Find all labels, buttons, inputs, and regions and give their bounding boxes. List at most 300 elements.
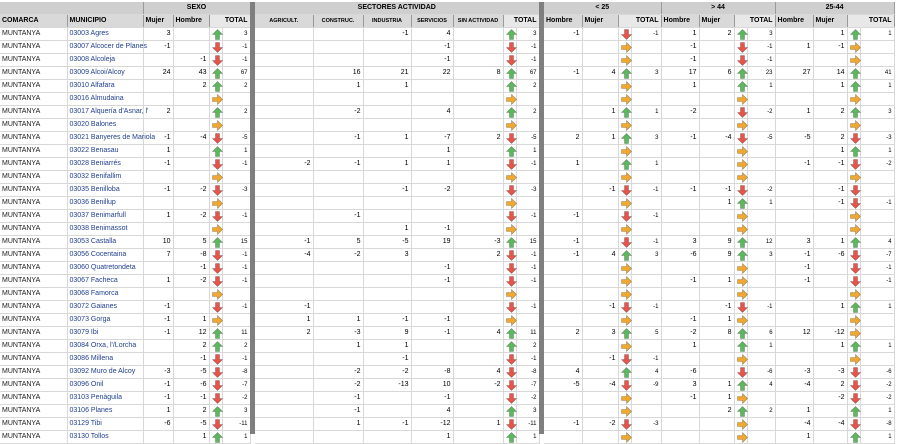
lt25-mujer-cell[interactable] [582, 275, 618, 288]
total-cell[interactable]: 2 [516, 106, 539, 119]
lt25-mujer-cell[interactable]: -1 [582, 184, 618, 197]
sin-actividad-cell[interactable] [453, 223, 503, 236]
municipio-cell[interactable]: 03067 Facheca [67, 275, 143, 288]
sin-actividad-cell[interactable] [453, 262, 503, 275]
construc-cell[interactable]: -2 [313, 366, 363, 379]
gt44-hombre-cell[interactable] [661, 158, 699, 171]
comarca-cell[interactable]: MUNTANYA [0, 327, 67, 340]
total-cell[interactable]: 3 [516, 405, 539, 418]
lt25-hombre-cell[interactable] [544, 93, 582, 106]
gt44-total-cell[interactable] [747, 223, 775, 236]
25-44-hombre-cell[interactable]: -1 [775, 275, 813, 288]
industria-cell[interactable]: -5 [363, 236, 411, 249]
mujer-cell[interactable] [143, 80, 173, 93]
gt44-mujer-cell[interactable]: 2 [699, 28, 734, 41]
municipio-cell[interactable]: 03060 Quatretondeta [67, 262, 143, 275]
municipio-cell[interactable]: 03073 Gorga [67, 314, 143, 327]
servicios-cell[interactable] [411, 353, 453, 366]
header-hombre[interactable]: Hombre [661, 15, 699, 28]
sin-actividad-cell[interactable] [453, 431, 503, 444]
servicios-cell[interactable] [411, 288, 453, 301]
construc-cell[interactable]: -2 [313, 249, 363, 262]
25-44-total-cell[interactable] [860, 119, 894, 132]
mujer-cell[interactable]: -1 [143, 379, 173, 392]
mujer-cell[interactable]: 1 [143, 275, 173, 288]
header-hombre[interactable]: Hombre [775, 15, 813, 28]
25-44-mujer-cell[interactable] [813, 314, 847, 327]
gt44-mujer-cell[interactable]: 1 [699, 314, 734, 327]
gt44-hombre-cell[interactable] [661, 418, 699, 431]
construc-cell[interactable] [313, 171, 363, 184]
gt44-hombre-cell[interactable]: -1 [661, 41, 699, 54]
construc-cell[interactable]: 1 [313, 314, 363, 327]
header-mujer[interactable]: Mujer [143, 15, 173, 28]
industria-cell[interactable]: 1 [363, 80, 411, 93]
lt25-hombre-cell[interactable]: -5 [544, 379, 582, 392]
construc-cell[interactable] [313, 184, 363, 197]
total-cell[interactable] [222, 314, 250, 327]
gt44-total-cell[interactable]: -2 [747, 184, 775, 197]
header-total[interactable]: TOTAL [734, 15, 775, 28]
construc-cell[interactable] [313, 431, 363, 444]
servicios-cell[interactable]: 1 [411, 431, 453, 444]
industria-cell[interactable] [363, 197, 411, 210]
25-44-total-cell[interactable]: -3 [860, 132, 894, 145]
servicios-cell[interactable]: 1 [411, 145, 453, 158]
gt44-hombre-cell[interactable]: 1 [661, 28, 699, 41]
lt25-total-cell[interactable]: 3 [631, 67, 661, 80]
agricult-cell[interactable]: -2 [255, 158, 313, 171]
gt44-mujer-cell[interactable] [699, 262, 734, 275]
servicios-cell[interactable] [411, 119, 453, 132]
25-44-mujer-cell[interactable]: -1 [813, 184, 847, 197]
servicios-cell[interactable]: -1 [411, 392, 453, 405]
25-44-total-cell[interactable]: -1 [860, 197, 894, 210]
lt25-total-cell[interactable] [631, 275, 661, 288]
gt44-total-cell[interactable]: -1 [747, 41, 775, 54]
lt25-total-cell[interactable] [631, 392, 661, 405]
gt44-mujer-cell[interactable]: 9 [699, 236, 734, 249]
industria-cell[interactable] [363, 301, 411, 314]
lt25-hombre-cell[interactable] [544, 431, 582, 444]
gt44-hombre-cell[interactable] [661, 223, 699, 236]
sin-actividad-cell[interactable] [453, 158, 503, 171]
comarca-cell[interactable]: MUNTANYA [0, 340, 67, 353]
gt44-mujer-cell[interactable]: 8 [699, 327, 734, 340]
construc-cell[interactable] [313, 119, 363, 132]
construc-cell[interactable]: 16 [313, 67, 363, 80]
lt25-mujer-cell[interactable] [582, 93, 618, 106]
hombre-cell[interactable] [173, 223, 209, 236]
mujer-cell[interactable]: 1 [143, 145, 173, 158]
lt25-hombre-cell[interactable] [544, 301, 582, 314]
lt25-hombre-cell[interactable] [544, 41, 582, 54]
agricult-cell[interactable] [255, 262, 313, 275]
lt25-mujer-cell[interactable] [582, 158, 618, 171]
mujer-cell[interactable]: -6 [143, 418, 173, 431]
comarca-cell[interactable]: MUNTANYA [0, 379, 67, 392]
lt25-mujer-cell[interactable] [582, 288, 618, 301]
gt44-hombre-cell[interactable]: -1 [661, 275, 699, 288]
comarca-cell[interactable]: MUNTANYA [0, 41, 67, 54]
25-44-hombre-cell[interactable]: 12 [775, 327, 813, 340]
gt44-mujer-cell[interactable] [699, 80, 734, 93]
servicios-cell[interactable]: 4 [411, 106, 453, 119]
gt44-mujer-cell[interactable] [699, 288, 734, 301]
hombre-cell[interactable]: 1 [173, 431, 209, 444]
gt44-total-cell[interactable] [747, 288, 775, 301]
header-agricult[interactable]: AGRICULT. [255, 15, 313, 28]
lt25-mujer-cell[interactable] [582, 236, 618, 249]
lt25-hombre-cell[interactable]: -1 [544, 28, 582, 41]
gt44-hombre-cell[interactable]: -1 [661, 54, 699, 67]
total-cell[interactable] [516, 119, 539, 132]
sin-actividad-cell[interactable]: 1 [453, 418, 503, 431]
comarca-cell[interactable]: MUNTANYA [0, 158, 67, 171]
lt25-total-cell[interactable]: 1 [631, 106, 661, 119]
agricult-cell[interactable] [255, 80, 313, 93]
sin-actividad-cell[interactable] [453, 28, 503, 41]
agricult-cell[interactable] [255, 288, 313, 301]
mujer-cell[interactable] [143, 262, 173, 275]
municipio-cell[interactable]: 03010 Alfafara [67, 80, 143, 93]
sin-actividad-cell[interactable] [453, 275, 503, 288]
agricult-cell[interactable] [255, 54, 313, 67]
25-44-total-cell[interactable]: -2 [860, 392, 894, 405]
gt44-mujer-cell[interactable]: -4 [699, 132, 734, 145]
lt25-hombre-cell[interactable]: -1 [544, 249, 582, 262]
lt25-mujer-cell[interactable] [582, 431, 618, 444]
gt44-hombre-cell[interactable] [661, 431, 699, 444]
construc-cell[interactable] [313, 28, 363, 41]
total-cell[interactable] [222, 223, 250, 236]
lt25-hombre-cell[interactable]: -1 [544, 67, 582, 80]
25-44-total-cell[interactable]: -1 [860, 275, 894, 288]
gt44-hombre-cell[interactable]: -2 [661, 106, 699, 119]
agricult-cell[interactable] [255, 93, 313, 106]
lt25-hombre-cell[interactable]: 2 [544, 327, 582, 340]
gt44-total-cell[interactable]: 3 [747, 249, 775, 262]
comarca-cell[interactable]: MUNTANYA [0, 106, 67, 119]
industria-cell[interactable] [363, 288, 411, 301]
servicios-cell[interactable]: 4 [411, 28, 453, 41]
servicios-cell[interactable]: -7 [411, 132, 453, 145]
gt44-mujer-cell[interactable]: 1 [699, 197, 734, 210]
agricult-cell[interactable] [255, 132, 313, 145]
hombre-cell[interactable]: 1 [173, 314, 209, 327]
municipio-cell[interactable]: 03020 Balones [67, 119, 143, 132]
industria-cell[interactable] [363, 145, 411, 158]
servicios-cell[interactable]: 1 [411, 158, 453, 171]
mujer-cell[interactable] [143, 431, 173, 444]
hombre-cell[interactable]: 43 [173, 67, 209, 80]
servicios-cell[interactable]: -1 [411, 275, 453, 288]
total-cell[interactable]: -1 [222, 158, 250, 171]
total-cell[interactable]: -8 [516, 366, 539, 379]
sin-actividad-cell[interactable] [453, 145, 503, 158]
total-cell[interactable]: -1 [516, 210, 539, 223]
sin-actividad-cell[interactable] [453, 80, 503, 93]
25-44-mujer-cell[interactable] [813, 54, 847, 67]
comarca-cell[interactable]: MUNTANYA [0, 405, 67, 418]
25-44-mujer-cell[interactable]: -3 [813, 366, 847, 379]
gt44-hombre-cell[interactable]: -6 [661, 366, 699, 379]
25-44-hombre-cell[interactable]: -1 [775, 262, 813, 275]
total-cell[interactable]: -11 [222, 418, 250, 431]
25-44-total-cell[interactable]: -7 [860, 249, 894, 262]
lt25-mujer-cell[interactable]: 4 [582, 249, 618, 262]
total-cell[interactable] [516, 314, 539, 327]
servicios-cell[interactable] [411, 210, 453, 223]
25-44-hombre-cell[interactable] [775, 80, 813, 93]
25-44-total-cell[interactable]: 41 [860, 67, 894, 80]
lt25-total-cell[interactable] [631, 119, 661, 132]
servicios-cell[interactable]: 19 [411, 236, 453, 249]
construc-cell[interactable]: -2 [313, 379, 363, 392]
gt44-hombre-cell[interactable]: -1 [661, 132, 699, 145]
municipio-cell[interactable]: 03037 Benimarfull [67, 210, 143, 223]
mujer-cell[interactable] [143, 171, 173, 184]
agricult-cell[interactable] [255, 379, 313, 392]
25-44-total-cell[interactable] [860, 327, 894, 340]
lt25-total-cell[interactable]: 3 [631, 249, 661, 262]
industria-cell[interactable] [363, 41, 411, 54]
servicios-cell[interactable]: -1 [411, 327, 453, 340]
total-cell[interactable]: 2 [222, 106, 250, 119]
industria-cell[interactable]: -1 [363, 418, 411, 431]
25-44-total-cell[interactable]: 4 [860, 236, 894, 249]
sin-actividad-cell[interactable]: -3 [453, 236, 503, 249]
total-cell[interactable]: -1 [516, 54, 539, 67]
mujer-cell[interactable]: -1 [143, 158, 173, 171]
lt25-total-cell[interactable] [631, 340, 661, 353]
servicios-cell[interactable] [411, 171, 453, 184]
industria-cell[interactable] [363, 93, 411, 106]
lt25-hombre-cell[interactable] [544, 171, 582, 184]
municipio-cell[interactable]: 03068 Famorca [67, 288, 143, 301]
total-cell[interactable]: 2 [516, 340, 539, 353]
total-cell[interactable]: -1 [222, 210, 250, 223]
total-cell[interactable]: 2 [222, 340, 250, 353]
mujer-cell[interactable]: 10 [143, 236, 173, 249]
gt44-total-cell[interactable] [747, 262, 775, 275]
sin-actividad-cell[interactable] [453, 93, 503, 106]
header-sin-actividad[interactable]: SIN ACTIVIDAD [453, 15, 503, 28]
25-44-total-cell[interactable]: 1 [860, 301, 894, 314]
total-cell[interactable]: -1 [516, 41, 539, 54]
total-cell[interactable]: -1 [222, 249, 250, 262]
header-hombre[interactable]: Hombre [544, 15, 582, 28]
total-cell[interactable]: -1 [222, 54, 250, 67]
municipio-cell[interactable]: 03053 Castalla [67, 236, 143, 249]
industria-cell[interactable]: 1 [363, 132, 411, 145]
header-industria[interactable]: INDUSTRIA [363, 15, 411, 28]
hombre-cell[interactable] [173, 106, 209, 119]
construc-cell[interactable]: -2 [313, 106, 363, 119]
construc-cell[interactable] [313, 223, 363, 236]
total-cell[interactable]: -1 [222, 262, 250, 275]
gt44-total-cell[interactable]: 4 [747, 379, 775, 392]
total-cell[interactable]: -8 [222, 366, 250, 379]
lt25-total-cell[interactable]: -1 [631, 210, 661, 223]
gt44-hombre-cell[interactable] [661, 405, 699, 418]
total-cell[interactable]: -3 [516, 184, 539, 197]
hombre-cell[interactable] [173, 145, 209, 158]
gt44-hombre-cell[interactable]: -1 [661, 314, 699, 327]
25-44-hombre-cell[interactable] [775, 184, 813, 197]
lt25-hombre-cell[interactable] [544, 80, 582, 93]
lt25-hombre-cell[interactable]: -1 [544, 418, 582, 431]
25-44-total-cell[interactable]: -2 [860, 379, 894, 392]
lt25-total-cell[interactable] [631, 431, 661, 444]
industria-cell[interactable] [363, 392, 411, 405]
total-cell[interactable]: 1 [516, 431, 539, 444]
hombre-cell[interactable]: 2 [173, 340, 209, 353]
comarca-cell[interactable]: MUNTANYA [0, 366, 67, 379]
gt44-mujer-cell[interactable] [699, 41, 734, 54]
industria-cell[interactable] [363, 106, 411, 119]
industria-cell[interactable]: 1 [363, 340, 411, 353]
lt25-hombre-cell[interactable] [544, 197, 582, 210]
servicios-cell[interactable]: -1 [411, 314, 453, 327]
gt44-total-cell[interactable] [747, 314, 775, 327]
total-cell[interactable]: -11 [516, 418, 539, 431]
25-44-hombre-cell[interactable]: 27 [775, 67, 813, 80]
lt25-mujer-cell[interactable]: 1 [582, 132, 618, 145]
hombre-cell[interactable] [173, 197, 209, 210]
mujer-cell[interactable]: -1 [143, 314, 173, 327]
25-44-total-cell[interactable] [860, 54, 894, 67]
sin-actividad-cell[interactable] [453, 119, 503, 132]
municipio-cell[interactable]: 03009 Alcoi/Alcoy [67, 67, 143, 80]
gt44-mujer-cell[interactable] [699, 431, 734, 444]
gt44-mujer-cell[interactable] [699, 210, 734, 223]
municipio-cell[interactable]: 03021 Banyeres de Mariola [67, 132, 143, 145]
header-total[interactable]: TOTAL [503, 15, 539, 28]
municipio-cell[interactable]: 03017 Alquería d'Asnar, l' [67, 106, 143, 119]
header-servicios[interactable]: SERVICIOS [411, 15, 453, 28]
municipio-cell[interactable]: 03032 Benifallim [67, 171, 143, 184]
lt25-total-cell[interactable] [631, 54, 661, 67]
lt25-mujer-cell[interactable] [582, 366, 618, 379]
total-cell[interactable]: -1 [222, 275, 250, 288]
municipio-cell[interactable]: 03022 Benasau [67, 145, 143, 158]
sin-actividad-cell[interactable] [453, 197, 503, 210]
municipio-cell[interactable]: 03084 Orxa, l'/Lorcha [67, 340, 143, 353]
lt25-hombre-cell[interactable] [544, 353, 582, 366]
25-44-total-cell[interactable] [860, 210, 894, 223]
25-44-hombre-cell[interactable]: 3 [775, 236, 813, 249]
gt44-mujer-cell[interactable] [699, 145, 734, 158]
municipio-cell[interactable]: 03003 Agres [67, 28, 143, 41]
comarca-cell[interactable]: MUNTANYA [0, 67, 67, 80]
mujer-cell[interactable] [143, 340, 173, 353]
gt44-mujer-cell[interactable]: 1 [699, 392, 734, 405]
mujer-cell[interactable]: -1 [143, 327, 173, 340]
municipio-cell[interactable]: 03129 Tibi [67, 418, 143, 431]
lt25-mujer-cell[interactable] [582, 28, 618, 41]
total-cell[interactable]: 2 [516, 80, 539, 93]
gt44-hombre-cell[interactable]: 3 [661, 379, 699, 392]
construc-cell[interactable] [313, 288, 363, 301]
construc-cell[interactable]: 1 [313, 418, 363, 431]
lt25-hombre-cell[interactable]: 1 [544, 158, 582, 171]
sin-actividad-cell[interactable]: 2 [453, 249, 503, 262]
agricult-cell[interactable]: -1 [255, 236, 313, 249]
25-44-hombre-cell[interactable]: 1 [775, 431, 813, 444]
25-44-mujer-cell[interactable]: 1 [813, 340, 847, 353]
lt25-mujer-cell[interactable] [582, 405, 618, 418]
25-44-mujer-cell[interactable] [813, 119, 847, 132]
industria-cell[interactable]: 1 [363, 158, 411, 171]
gt44-total-cell[interactable] [747, 145, 775, 158]
total-cell[interactable]: 1 [222, 145, 250, 158]
25-44-mujer-cell[interactable]: 1 [813, 80, 847, 93]
sin-actividad-cell[interactable] [453, 405, 503, 418]
lt25-total-cell[interactable] [631, 314, 661, 327]
municipio-cell[interactable]: 03036 Benillup [67, 197, 143, 210]
25-44-total-cell[interactable]: 1 [860, 145, 894, 158]
hombre-cell[interactable] [173, 28, 209, 41]
servicios-cell[interactable] [411, 197, 453, 210]
25-44-hombre-cell[interactable]: -3 [775, 366, 813, 379]
comarca-cell[interactable]: MUNTANYA [0, 171, 67, 184]
municipio-cell[interactable]: 03008 Alcoleja [67, 54, 143, 67]
total-cell[interactable] [222, 171, 250, 184]
lt25-mujer-cell[interactable] [582, 119, 618, 132]
gt44-total-cell[interactable]: 1 [747, 80, 775, 93]
sin-actividad-cell[interactable] [453, 288, 503, 301]
agricult-cell[interactable] [255, 431, 313, 444]
25-44-mujer-cell[interactable]: 1 [813, 145, 847, 158]
gt44-total-cell[interactable] [747, 353, 775, 366]
agricult-cell[interactable] [255, 106, 313, 119]
25-44-mujer-cell[interactable]: -1 [813, 41, 847, 54]
lt25-mujer-cell[interactable] [582, 54, 618, 67]
lt25-hombre-cell[interactable] [544, 275, 582, 288]
25-44-mujer-cell[interactable]: 1 [813, 301, 847, 314]
lt25-mujer-cell[interactable] [582, 210, 618, 223]
servicios-cell[interactable]: -1 [411, 262, 453, 275]
header-total[interactable]: TOTAL [847, 15, 894, 28]
gt44-hombre-cell[interactable] [661, 119, 699, 132]
lt25-hombre-cell[interactable] [544, 262, 582, 275]
total-cell[interactable]: -1 [516, 262, 539, 275]
comarca-cell[interactable]: MUNTANYA [0, 80, 67, 93]
municipio-cell[interactable]: 03056 Cocentaina [67, 249, 143, 262]
lt25-mujer-cell[interactable]: 4 [582, 67, 618, 80]
comarca-cell[interactable]: MUNTANYA [0, 210, 67, 223]
municipio-cell[interactable]: 03103 Penàguila [67, 392, 143, 405]
lt25-total-cell[interactable]: -9 [631, 379, 661, 392]
agricult-cell[interactable]: -1 [255, 301, 313, 314]
gt44-total-cell[interactable]: -1 [747, 54, 775, 67]
25-44-mujer-cell[interactable]: -1 [813, 158, 847, 171]
mujer-cell[interactable] [143, 197, 173, 210]
mujer-cell[interactable]: 2 [143, 106, 173, 119]
industria-cell[interactable] [363, 119, 411, 132]
25-44-mujer-cell[interactable]: -4 [813, 418, 847, 431]
agricult-cell[interactable]: 2 [255, 327, 313, 340]
mujer-cell[interactable]: -1 [143, 132, 173, 145]
25-44-hombre-cell[interactable]: 1 [775, 41, 813, 54]
municipio-cell[interactable]: 03130 Tollos [67, 431, 143, 444]
mujer-cell[interactable]: 7 [143, 249, 173, 262]
gt44-mujer-cell[interactable] [699, 171, 734, 184]
gt44-hombre-cell[interactable] [661, 262, 699, 275]
25-44-mujer-cell[interactable]: 2 [813, 379, 847, 392]
construc-cell[interactable]: -1 [313, 132, 363, 145]
